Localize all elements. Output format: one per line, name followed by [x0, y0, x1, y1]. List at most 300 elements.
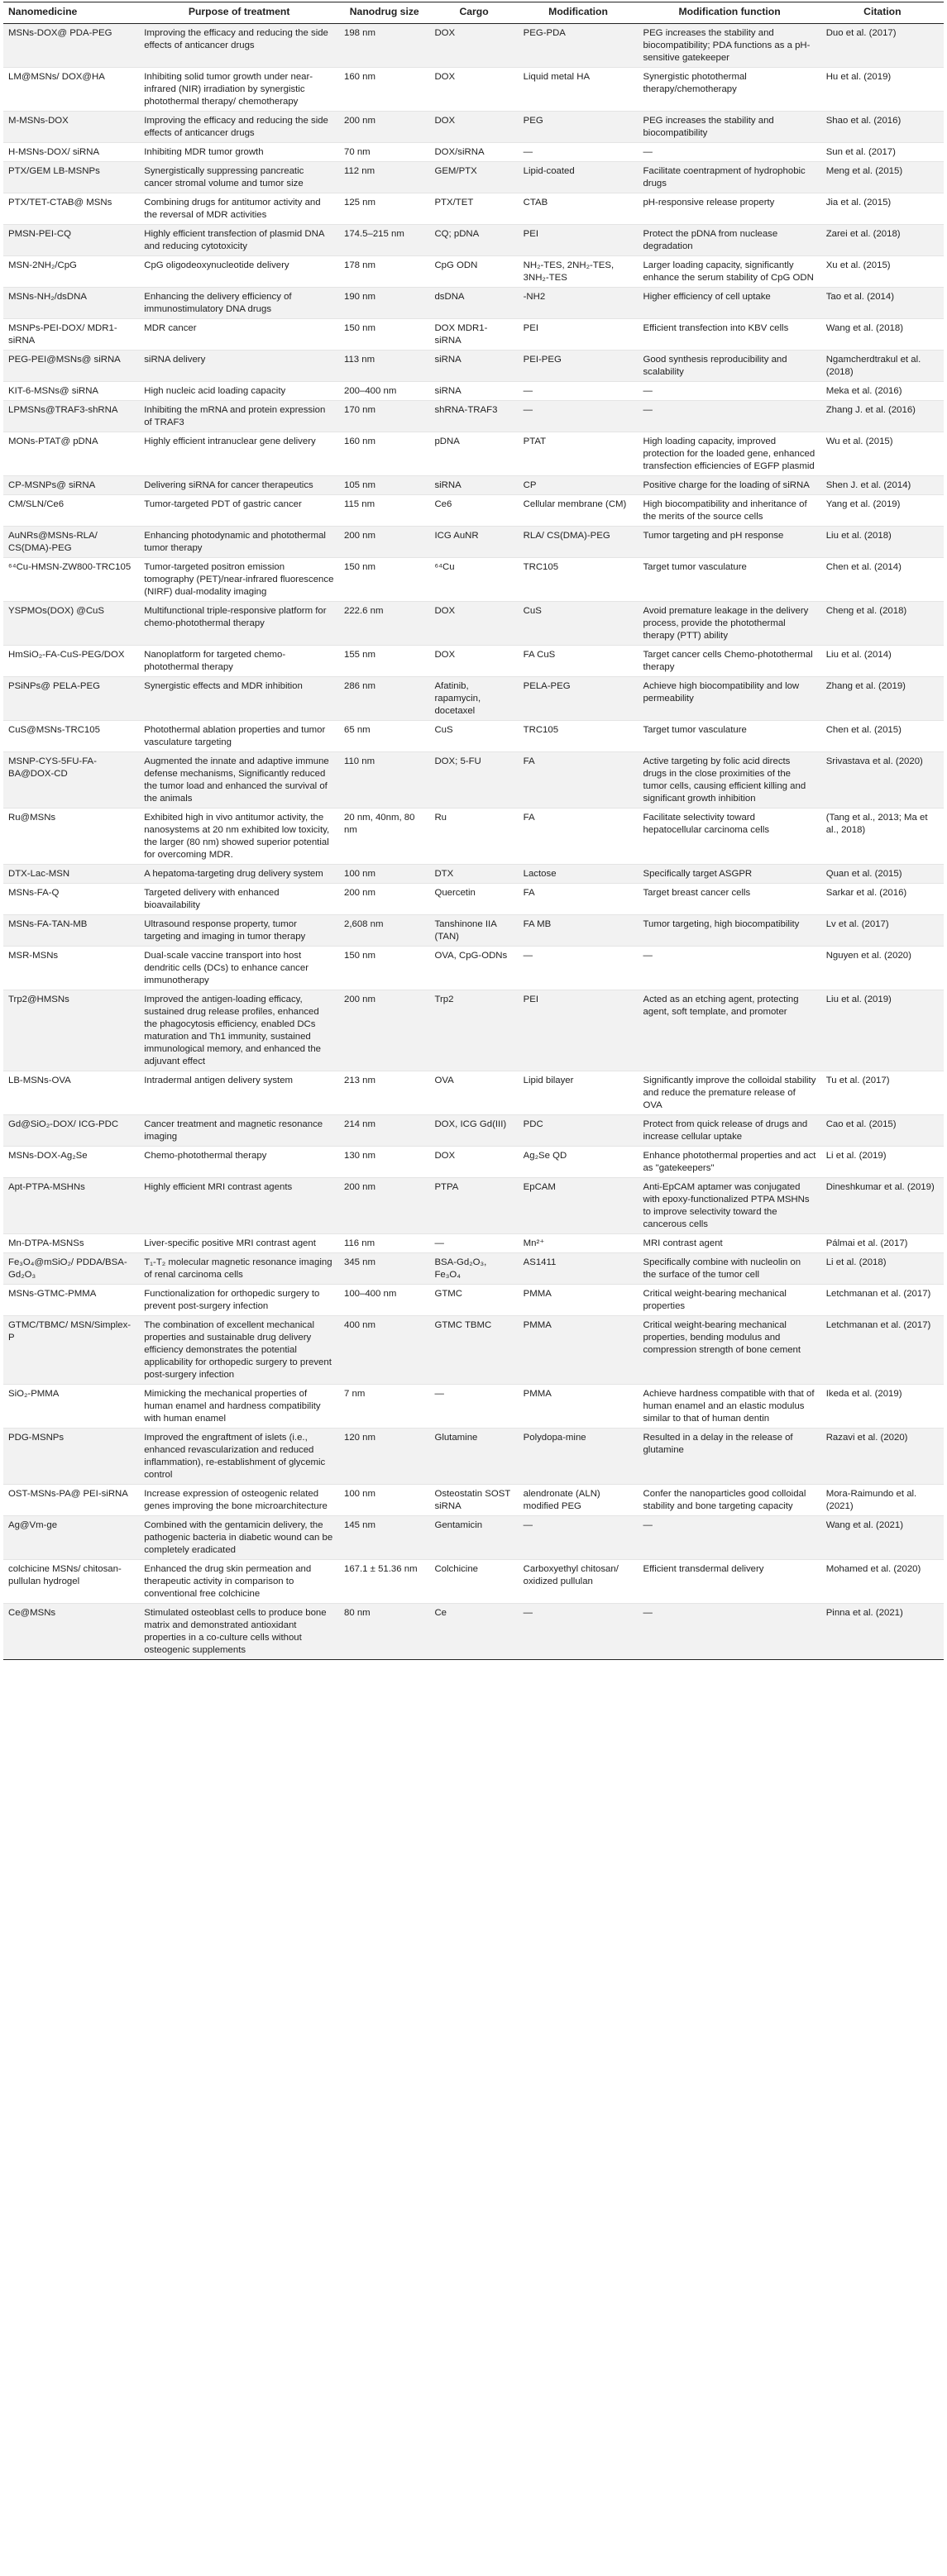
purpose-cell: T₁-T₂ molecular magnetic resonance imaging of renal carcinoma cells [144, 1257, 332, 1280]
modification-cell: — [523, 951, 533, 961]
modification-cell: FA CuS [523, 650, 556, 660]
size-cell: 200 nm [343, 1182, 375, 1192]
size-cell: 80 nm [343, 1608, 371, 1618]
modification-cell: Ag₂Se QD [523, 1151, 567, 1161]
modification-function-cell: Good synthesis reproducibility and scalability [643, 355, 787, 377]
cargo-cell: GEM/PTX [434, 166, 477, 176]
nanomedicine-cell: PTX/GEM LB-MSNPs [8, 166, 100, 176]
citation-cell: Li et al. (2018) [825, 1257, 887, 1267]
nanomedicine-cell: MSNP-CYS-5FU-FA-BA@DOX-CD [8, 756, 97, 779]
nanomedicine-cell: MSNs-NH₂/dsDNA [8, 292, 87, 302]
modification-cell: FA [523, 756, 535, 766]
modification-cell: PTAT [523, 436, 547, 446]
purpose-cell: Increase expression of osteogenic related genes improving the bone microarchitecture [144, 1489, 328, 1511]
purpose-cell: Tumor-targeted positron emission tomography (PET)/near-infrared fluorescence (NIRF) dual-modality imaging [144, 562, 334, 597]
nanomedicine-cell: Fe₃O₄@mSiO₂/ PDDA/BSA-Gd₂O₃ [8, 1257, 127, 1280]
modification-cell: Liquid metal HA [523, 72, 591, 82]
cargo-cell: CuS [434, 725, 453, 735]
cargo-cell: ICG AuNR [434, 531, 479, 541]
modification-cell: — [523, 405, 533, 415]
modification-cell: — [523, 1520, 533, 1530]
cargo-cell: Osteostatin SOST siRNA [434, 1489, 511, 1511]
modification-cell: PDC [523, 1119, 543, 1129]
table-row [3, 1560, 944, 1604]
size-cell: 345 nm [343, 1257, 375, 1267]
cargo-cell: Ru [434, 813, 447, 823]
purpose-cell: A hepatoma-targeting drug delivery system [144, 869, 323, 879]
size-cell: 400 nm [343, 1320, 375, 1330]
purpose-cell: Chemo-photothermal therapy [144, 1151, 267, 1161]
size-cell: 200 nm [343, 995, 375, 1004]
nanomedicine-cell: HmSiO₂-FA-CuS-PEG/DOX [8, 650, 125, 660]
cargo-cell: DOX [434, 28, 456, 38]
citation-cell: Hu et al. (2019) [825, 72, 892, 82]
size-cell: 125 nm [343, 198, 375, 208]
table-row [3, 143, 944, 162]
table-row [3, 1429, 944, 1485]
nanomedicine-cell: Gd@SiO₂-DOX/ ICG-PDC [8, 1119, 119, 1129]
modification-cell: — [523, 386, 533, 396]
size-cell: 100 nm [343, 1489, 375, 1499]
citation-cell: Letchmanan et al. (2017) [825, 1289, 931, 1299]
cargo-cell: — [434, 1238, 444, 1248]
purpose-cell: Inhibiting the mRNA and protein expression of TRAF3 [144, 405, 326, 427]
purpose-cell: Targeted delivery with enhanced bioavailability [144, 888, 280, 910]
citation-cell: Quan et al. (2015) [825, 869, 902, 879]
table-row [3, 1316, 944, 1385]
citation-cell: Zarei et al. (2018) [825, 229, 901, 239]
table-row [3, 288, 944, 319]
table-header [3, 2, 944, 24]
table-row [3, 527, 944, 558]
modification-cell: Lipid bilayer [523, 1076, 574, 1085]
citation-cell: Nguyen et al. (2020) [825, 951, 911, 961]
purpose-cell: MDR cancer [144, 323, 197, 333]
modification-function-cell: PEG increases the stability and biocompatibility; PDA functions as a pH-sensitive gatekeeper [643, 28, 811, 63]
modification-cell: PEI [523, 229, 539, 239]
purpose-cell: Synergistically suppressing pancreatic cancer stromal volume and tumor size [144, 166, 304, 188]
modification-cell: FA MB [523, 919, 552, 929]
nanomedicine-cell: YSPMOs(DOX) @CuS [8, 606, 104, 616]
modification-cell: Mn²⁺ [523, 1238, 545, 1248]
nanomedicine-cell: LPMSNs@TRAF3-shRNA [8, 405, 118, 415]
modification-function-cell: — [643, 1608, 653, 1618]
citation-cell: Cao et al. (2015) [825, 1119, 897, 1129]
nanomedicine-cell: PSiNPs@ PELA-PEG [8, 681, 100, 691]
header-modification-function: Modification function [638, 2, 820, 24]
citation-cell: Shen J. et al. (2014) [825, 480, 911, 490]
size-cell: 178 nm [343, 260, 375, 270]
table-row [3, 752, 944, 809]
cargo-cell: siRNA [434, 386, 462, 396]
citation-cell: Tu et al. (2017) [825, 1076, 890, 1085]
modification-function-cell: Efficient transdermal delivery [643, 1564, 764, 1574]
modification-cell: CTAB [523, 198, 548, 208]
cargo-cell: DOX [434, 650, 456, 660]
size-cell: 222.6 nm [343, 606, 384, 616]
nanomedicine-cell: MSNs-FA-TAN-MB [8, 919, 88, 929]
cargo-cell: DOX [434, 116, 456, 126]
citation-cell: Meng et al. (2015) [825, 166, 903, 176]
citation-cell: Ikeda et al. (2019) [825, 1389, 902, 1399]
modification-cell: PMMA [523, 1389, 552, 1399]
nanomedicine-cell: PEG-PEI@MSNs@ siRNA [8, 355, 121, 365]
modification-function-cell: Achieve high biocompatibility and low permeability [643, 681, 800, 704]
modification-cell: — [523, 147, 533, 157]
table-row [3, 24, 944, 68]
header-purpose: Purpose of treatment [139, 2, 339, 24]
modification-function-cell: PEG increases the stability and biocompatibility [643, 116, 774, 138]
purpose-cell: Improved the antigen-loading efficacy, sustained drug release profiles, enhanced the phagocytosis efficiency, enabled DCs maturation and Th1 immunity, sustained immunological memory, and enhanced the adjuvant effect [144, 995, 322, 1066]
modification-cell: PMMA [523, 1320, 552, 1330]
citation-cell: Sun et al. (2017) [825, 147, 896, 157]
modification-function-cell: High loading capacity, improved protection for the loaded gene, enhanced transfection efficiencies of EGFP plasmid [643, 436, 815, 471]
purpose-cell: Delivering siRNA for cancer therapeutics [144, 480, 313, 490]
header-row [3, 2, 944, 24]
nanomedicine-cell: CuS@MSNs-TRC105 [8, 725, 100, 735]
modification-function-cell: Synergistic photothermal therapy/chemotherapy [643, 72, 747, 94]
nanomedicine-cell: Trp2@HMSNs [8, 995, 69, 1004]
cargo-cell: shRNA-TRAF3 [434, 405, 498, 415]
nanomedicine-cell: GTMC/TBMC/ MSN/Simplex-P [8, 1320, 132, 1343]
table-row [3, 721, 944, 752]
purpose-cell: Highly efficient intranuclear gene delivery [144, 436, 316, 446]
modification-function-cell: MRI contrast agent [643, 1238, 723, 1248]
nanomedicine-cell: PDG-MSNPs [8, 1433, 65, 1443]
modification-cell: alendronate (ALN) modified PEG [523, 1489, 600, 1511]
citation-cell: Pálmai et al. (2017) [825, 1238, 908, 1248]
modification-function-cell: — [643, 405, 653, 415]
table-row [3, 677, 944, 721]
modification-function-cell: Positive charge for the loading of siRNA [643, 480, 810, 490]
cargo-cell: DOX, ICG Gd(III) [434, 1119, 507, 1129]
size-cell: 150 nm [343, 323, 375, 333]
header-size: Nanodrug size [339, 2, 429, 24]
modification-cell: PMMA [523, 1289, 552, 1299]
nanomedicine-cell: CP-MSNPs@ siRNA [8, 480, 96, 490]
citation-cell: Pinna et al. (2021) [825, 1608, 903, 1618]
citation-cell: Yang et al. (2019) [825, 499, 901, 509]
modification-cell: FA [523, 813, 535, 823]
citation-cell: Jia et al. (2015) [825, 198, 892, 208]
citation-cell: Shao et al. (2016) [825, 116, 902, 126]
nanomedicine-cell: H-MSNs-DOX/ siRNA [8, 147, 100, 157]
modification-function-cell: Achieve hardness compatible with that of human enamel and an elastic modulus similar to that of human dentin [643, 1389, 815, 1424]
citation-cell: Cheng et al. (2018) [825, 606, 907, 616]
purpose-cell: Inhibiting MDR tumor growth [144, 147, 264, 157]
size-cell: 112 nm [343, 166, 375, 176]
table-row [3, 884, 944, 915]
cargo-cell: DTX [434, 869, 454, 879]
modification-cell: Cellular membrane (CM) [523, 499, 627, 509]
purpose-cell: Synergistic effects and MDR inhibition [144, 681, 303, 691]
table-row [3, 602, 944, 646]
size-cell: 200 nm [343, 116, 375, 126]
cargo-cell: Glutamine [434, 1433, 478, 1443]
table-row [3, 558, 944, 602]
purpose-cell: siRNA delivery [144, 355, 206, 365]
cargo-cell: DOX [434, 1151, 456, 1161]
nanomedicine-cell: MSNs-DOX-Ag₂Se [8, 1151, 88, 1161]
modification-function-cell: Protect the pDNA from nuclease degradation [643, 229, 778, 251]
size-cell: 200 nm [343, 531, 375, 541]
modification-function-cell: — [643, 147, 653, 157]
cargo-cell: Tanshinone IIA (TAN) [434, 919, 497, 942]
cargo-cell: dsDNA [434, 292, 465, 302]
modification-function-cell: Facilitate coentrapment of hydrophobic drugs [643, 166, 806, 188]
size-cell: 167.1 ± 51.36 nm [343, 1564, 418, 1574]
modification-function-cell: Facilitate selectivity toward hepatocellular carcinoma cells [643, 813, 770, 835]
table-row [3, 1178, 944, 1234]
modification-function-cell: pH-responsive release property [643, 198, 775, 208]
purpose-cell: Intradermal antigen delivery system [144, 1076, 294, 1085]
table-row [3, 1253, 944, 1285]
size-cell: 116 nm [343, 1238, 375, 1248]
cargo-cell: Ce6 [434, 499, 452, 509]
nanomedicine-cell: PTX/TET-CTAB@ MSNs [8, 198, 112, 208]
nanomedicine-cell: MSNPs-PEI-DOX/ MDR1-siRNA [8, 323, 117, 346]
modification-cell: Carboxyethyl chitosan/ oxidized pullulan [523, 1564, 619, 1586]
modification-function-cell: — [643, 951, 653, 961]
cargo-cell: CpG ODN [434, 260, 478, 270]
nanomedicine-cell: LM@MSNs/ DOX@HA [8, 72, 105, 82]
modification-function-cell: Target cancer cells Chemo-photothermal therapy [643, 650, 813, 672]
size-cell: 65 nm [343, 725, 371, 735]
size-cell: 200 nm [343, 888, 375, 898]
purpose-cell: Combining drugs for antitumor activity and the reversal of MDR activities [144, 198, 321, 220]
modification-cell: PEG-PDA [523, 28, 566, 38]
size-cell: 20 nm, 40nm, 80 nm [343, 813, 415, 835]
cargo-cell: DOX MDR1-siRNA [434, 323, 488, 346]
citation-cell: Mohamed et al. (2020) [825, 1564, 921, 1574]
size-cell: 160 nm [343, 436, 375, 446]
size-cell: 70 nm [343, 147, 371, 157]
citation-cell: (Tang et al., 2013; Ma et al., 2018) [825, 813, 928, 835]
modification-cell: Lactose [523, 869, 557, 879]
citation-cell: Zhang et al. (2019) [825, 681, 906, 691]
modification-cell: Polydopa-mine [523, 1433, 586, 1443]
table-row [3, 865, 944, 884]
modification-function-cell: Avoid premature leakage in the delivery process, provide the photothermal therapy (PTT) ability [643, 606, 809, 641]
modification-cell: -NH2 [523, 292, 546, 302]
modification-function-cell: Critical weight-bearing mechanical properties [643, 1289, 787, 1311]
cargo-cell: GTMC [434, 1289, 462, 1299]
citation-cell: Ngamcherdtrakul et al. (2018) [825, 355, 921, 377]
citation-cell: Xu et al. (2015) [825, 260, 891, 270]
nanomedicine-cell: LB-MSNs-OVA [8, 1076, 71, 1085]
nanomedicine-cell: M-MSNs-DOX [8, 116, 69, 126]
modification-function-cell: Higher efficiency of cell uptake [643, 292, 771, 302]
size-cell: 150 nm [343, 951, 375, 961]
modification-function-cell: Target breast cancer cells [643, 888, 751, 898]
cargo-cell: Trp2 [434, 995, 454, 1004]
table-row [3, 162, 944, 193]
cargo-cell: — [434, 1389, 444, 1399]
purpose-cell: The combination of excellent mechanical properties and sustainable drug delivery efficiency demonstrates the potential applicability for orthopedic surgery to prevent post-surgery infection [144, 1320, 332, 1380]
modification-cell: PEI [523, 995, 539, 1004]
cargo-cell: Gentamicin [434, 1520, 483, 1530]
cargo-cell: siRNA [434, 480, 462, 490]
modification-function-cell: — [643, 1520, 653, 1530]
nanomedicine-cell: MONs-PTAT@ pDNA [8, 436, 98, 446]
purpose-cell: Cancer treatment and magnetic resonance imaging [144, 1119, 323, 1142]
purpose-cell: Exhibited high in vivo antitumor activity, the nanosystems at 20 nm exhibited low toxicity, the larger (80 nm) showed superior potential for overcoming MDR. [144, 813, 330, 860]
table-row [3, 112, 944, 143]
size-cell: 105 nm [343, 480, 375, 490]
table-row [3, 401, 944, 432]
nanomedicine-cell: MSNs-DOX@ PDA-PEG [8, 28, 112, 38]
citation-cell: Srivastava et al. (2020) [825, 756, 923, 766]
size-cell: 113 nm [343, 355, 375, 365]
table-row [3, 1385, 944, 1429]
citation-cell: Liu et al. (2018) [825, 531, 892, 541]
purpose-cell: Improving the efficacy and reducing the side effects of anticancer drugs [144, 28, 328, 50]
citation-cell: Li et al. (2019) [825, 1151, 887, 1161]
nanomedicine-cell: Apt-PTPA-MSHNs [8, 1182, 85, 1192]
nanomedicine-cell: ⁶⁴Cu-HMSN-ZW800-TRC105 [8, 562, 132, 572]
citation-cell: Sarkar et al. (2016) [825, 888, 907, 898]
modification-function-cell: Significantly improve the colloidal stability and reduce the premature release of OVA [643, 1076, 816, 1110]
cargo-cell: DOX [434, 72, 456, 82]
citation-cell: Tao et al. (2014) [825, 292, 895, 302]
nanomedicine-cell: MSR-MSNs [8, 951, 59, 961]
table-row [3, 193, 944, 225]
modification-cell: PEG [523, 116, 543, 126]
purpose-cell: Enhancing the delivery efficiency of immunostimulatory DNA drugs [144, 292, 292, 314]
cargo-cell: Ce [434, 1608, 447, 1618]
nanomedicine-cell: MSNs-GTMC-PMMA [8, 1289, 97, 1299]
table-row [3, 382, 944, 401]
size-cell: 145 nm [343, 1520, 375, 1530]
modification-cell: PEI [523, 323, 539, 333]
size-cell: 110 nm [343, 756, 375, 766]
size-cell: 7 nm [343, 1389, 366, 1399]
purpose-cell: Photothermal ablation properties and tumor vasculature targeting [144, 725, 326, 747]
table-row [3, 915, 944, 947]
cargo-cell: ⁶⁴Cu [434, 562, 455, 572]
citation-cell: Wu et al. (2015) [825, 436, 893, 446]
cargo-cell: OVA [434, 1076, 454, 1085]
cargo-cell: Afatinib, rapamycin, docetaxel [434, 681, 481, 716]
table-row [3, 947, 944, 990]
header-cargo: Cargo [429, 2, 518, 24]
nanomedicine-table [3, 2, 944, 1660]
nanomedicine-cell: KIT-6-MSNs@ siRNA [8, 386, 99, 396]
modification-cell: TRC105 [523, 562, 559, 572]
nanomedicine-cell: CM/SLN/Ce6 [8, 499, 65, 509]
modification-function-cell: Specifically target ASGPR [643, 869, 753, 879]
cargo-cell: siRNA [434, 355, 462, 365]
table-row [3, 1147, 944, 1178]
nanomedicine-cell: OST-MSNs-PA@ PEI-siRNA [8, 1489, 128, 1499]
purpose-cell: High nucleic acid loading capacity [144, 386, 286, 396]
modification-function-cell: Target tumor vasculature [643, 562, 747, 572]
cargo-cell: DOX [434, 606, 456, 616]
modification-function-cell: Resulted in a delay in the release of glutamine [643, 1433, 793, 1455]
modification-function-cell: Enhance photothermal properties and act as "gatekeepers" [643, 1151, 816, 1173]
citation-cell: Wang et al. (2018) [825, 323, 903, 333]
purpose-cell: Dual-scale vaccine transport into host dendritic cells (DCs) to enhance cancer immunotherapy [144, 951, 309, 985]
size-cell: 120 nm [343, 1433, 375, 1443]
purpose-cell: Liver-specific positive MRI contrast agent [144, 1238, 316, 1248]
table-row [3, 1516, 944, 1560]
purpose-cell: Inhibiting solid tumor growth under near-infrared (NIR) irradiation by synergistic photothermal therapy/ chemotherapy [144, 72, 313, 107]
size-cell: 160 nm [343, 72, 375, 82]
table-row [3, 1285, 944, 1316]
modification-cell: FA [523, 888, 535, 898]
cargo-cell: GTMC TBMC [434, 1320, 492, 1330]
modification-cell: NH₂-TES, 2NH₂-TES, 3NH₂-TES [523, 260, 615, 283]
table-row [3, 1234, 944, 1253]
cargo-cell: Colchicine [434, 1564, 479, 1574]
size-cell: 130 nm [343, 1151, 375, 1161]
size-cell: 200–400 nm [343, 386, 397, 396]
size-cell: 170 nm [343, 405, 375, 415]
modification-function-cell: Anti-EpCAM aptamer was conjugated with epoxy-functionalized PTPA MSHNs to improve selectivity toward the cancerous cells [643, 1182, 810, 1229]
nanomedicine-cell: Ag@Vm-ge [8, 1520, 58, 1530]
purpose-cell: Stimulated osteoblast cells to produce bone matrix and demonstrated antioxidant properties in a co-culture cells without osteogenic supplements [144, 1608, 327, 1655]
size-cell: 100–400 nm [343, 1289, 397, 1299]
modification-cell: CP [523, 480, 537, 490]
table-row [3, 432, 944, 476]
header-citation: Citation [821, 2, 944, 24]
nanomedicine-cell: SiO₂-PMMA [8, 1389, 60, 1399]
nanomedicine-cell: Ce@MSNs [8, 1608, 56, 1618]
size-cell: 214 nm [343, 1119, 375, 1129]
table-row [3, 809, 944, 865]
modification-function-cell: Tumor targeting, high biocompatibility [643, 919, 800, 929]
citation-cell: Mora-Raimundo et al. (2021) [825, 1489, 917, 1511]
citation-cell: Liu et al. (2014) [825, 650, 892, 660]
size-cell: 174.5–215 nm [343, 229, 404, 239]
size-cell: 190 nm [343, 292, 375, 302]
nanomedicine-cell: MSN-2NH₂/CpG [8, 260, 77, 270]
purpose-cell: Augmented the innate and adaptive immune defense mechanisms, Significantly reduced the tumor load and enhanced the survival of the animals [144, 756, 329, 804]
nanomedicine-cell: DTX-Lac-MSN [8, 869, 70, 879]
nanomedicine-cell: colchicine MSNs/ chitosan-pullulan hydrogel [8, 1564, 122, 1586]
purpose-cell: CpG oligodeoxynucleotide delivery [144, 260, 289, 270]
cargo-cell: CQ; pDNA [434, 229, 480, 239]
nanomedicine-cell: AuNRs@MSNs-RLA/ CS(DMA)-PEG [8, 531, 98, 553]
cargo-cell: DOX; 5-FU [434, 756, 481, 766]
table-row [3, 646, 944, 677]
table-body [3, 24, 944, 1660]
citation-cell: Zhang J. et al. (2016) [825, 405, 916, 415]
table-row [3, 1485, 944, 1516]
modification-function-cell: Efficient transfection into KBV cells [643, 323, 789, 333]
table-row [3, 225, 944, 256]
cargo-cell: BSA-Gd₂O₃, Fe₃O₄ [434, 1257, 487, 1280]
modification-function-cell: Confer the nanoparticles good colloidal stability and bone targeting capacity [643, 1489, 806, 1511]
modification-cell: EpCAM [523, 1182, 556, 1192]
header-modification: Modification [519, 2, 639, 24]
size-cell: 115 nm [343, 499, 375, 509]
purpose-cell: Improving the efficacy and reducing the side effects of anticancer drugs [144, 116, 328, 138]
table-row [3, 1115, 944, 1147]
size-cell: 2,608 nm [343, 919, 384, 929]
nanomedicine-cell: Ru@MSNs [8, 813, 56, 823]
table-row [3, 990, 944, 1071]
purpose-cell: Enhancing photodynamic and photothermal tumor therapy [144, 531, 326, 553]
cargo-cell: Quercetin [434, 888, 476, 898]
purpose-cell: Nanoplatform for targeted chemo-photothermal therapy [144, 650, 286, 672]
citation-cell: Razavi et al. (2020) [825, 1433, 908, 1443]
purpose-cell: Enhanced the drug skin permeation and therapeutic activity in comparison to conventional free colchicine [144, 1564, 312, 1599]
table-row [3, 495, 944, 527]
nanomedicine-cell: MSNs-FA-Q [8, 888, 60, 898]
citation-cell: Lv et al. (2017) [825, 919, 889, 929]
cargo-cell: PTPA [434, 1182, 459, 1192]
